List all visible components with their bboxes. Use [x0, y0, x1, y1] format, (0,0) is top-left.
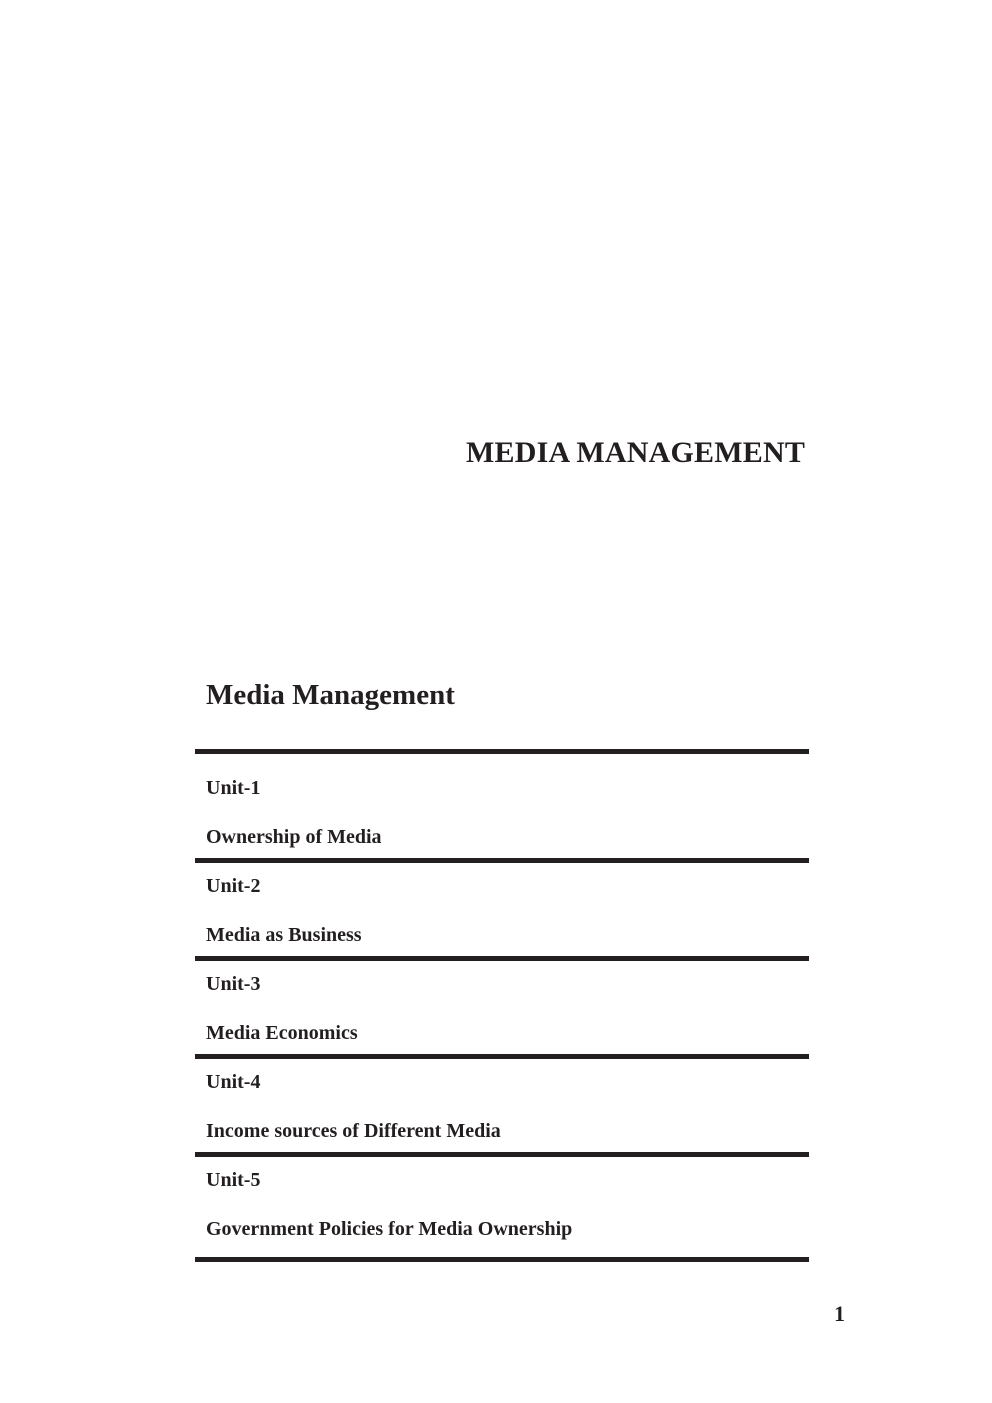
divider-rule-top — [195, 749, 809, 754]
divider-rule — [195, 1152, 809, 1157]
page-number: 1 — [834, 1301, 845, 1326]
unit-title: Media as Business — [206, 924, 362, 946]
unit-label: Unit-3 — [206, 973, 261, 995]
unit-title: Media Economics — [206, 1022, 358, 1044]
unit-label: Unit-2 — [206, 875, 261, 897]
unit-label: Unit-5 — [206, 1169, 261, 1191]
divider-rule — [195, 1054, 809, 1059]
unit-label: Unit-4 — [206, 1071, 261, 1093]
divider-rule-bottom — [195, 1257, 809, 1262]
divider-rule — [195, 858, 809, 863]
unit-title: Income sources of Different Media — [206, 1120, 501, 1142]
section-title: Media Management — [206, 679, 455, 711]
unit-label: Unit-1 — [206, 777, 261, 799]
unit-title: Ownership of Media — [206, 826, 382, 848]
book-title: MEDIA MANAGEMENT — [466, 436, 806, 469]
divider-rule — [195, 956, 809, 961]
unit-title: Government Policies for Media Ownership — [206, 1218, 573, 1240]
